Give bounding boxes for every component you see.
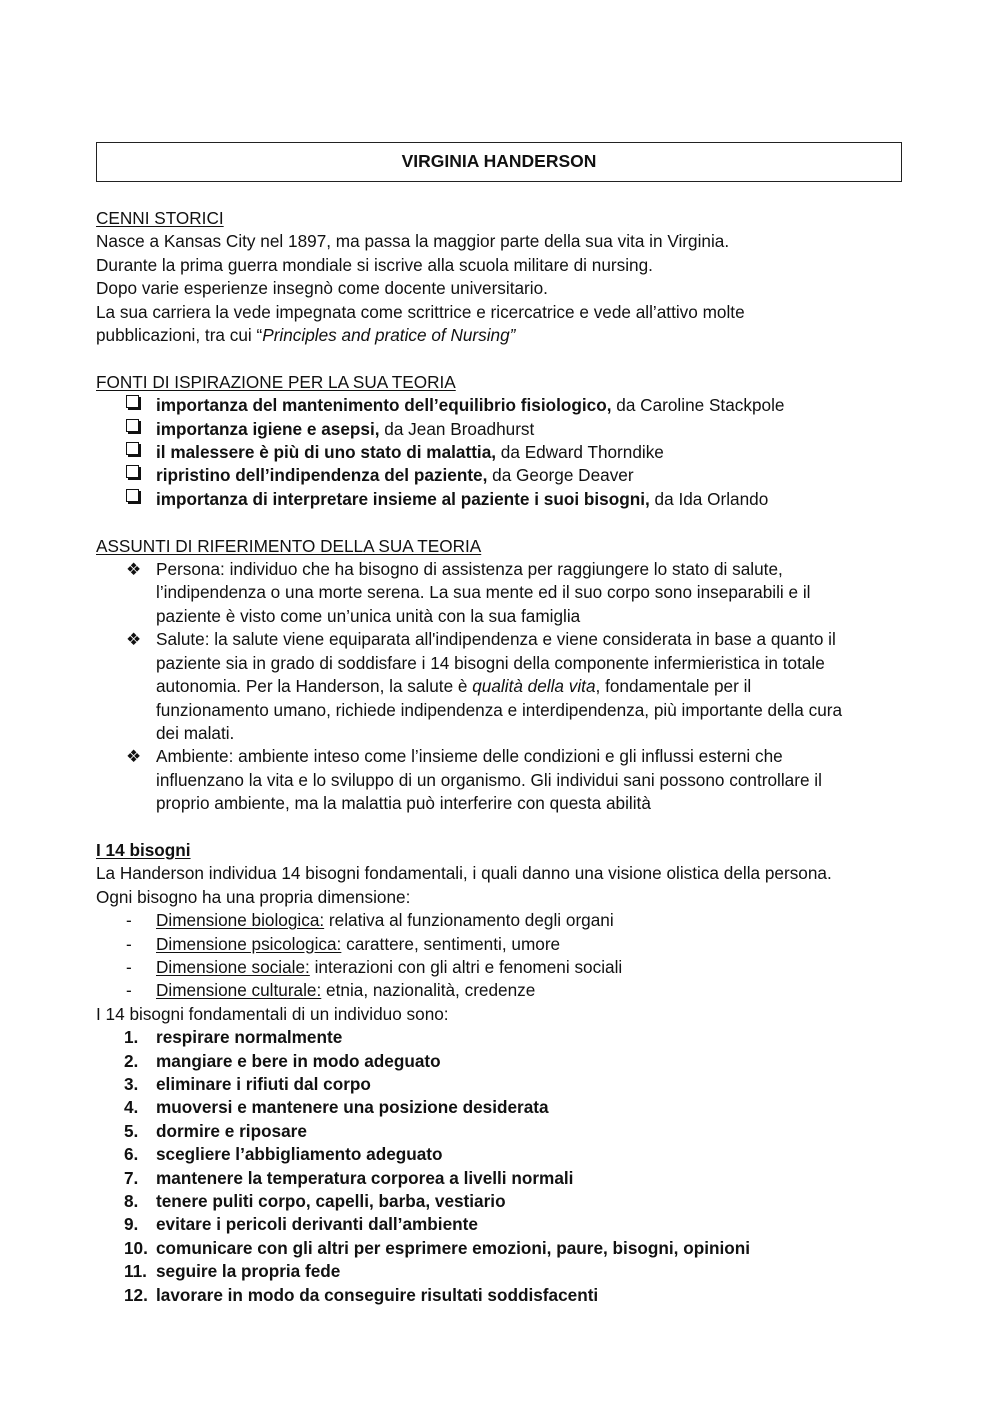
dimension-text: etnia, nazionalità, credenze: [321, 980, 536, 1001]
checkbox-bullet-icon: [126, 419, 139, 432]
list-item: [96, 394, 926, 417]
item-line: l’indipendenza o una morte serena. La sua mente ed il suo corpo sono inseparabili e il: [156, 582, 811, 603]
need-number: 3.: [124, 1073, 139, 1094]
need-number: 5.: [124, 1120, 139, 1141]
need-item: [96, 1073, 926, 1096]
item-line: funzionamento umano, richiede indipendenza e interdipendenza, più importante della cura: [156, 699, 843, 720]
item-line: Ambiente: ambiente inteso come l’insieme delle condizioni e gli influssi esterni che: [156, 746, 783, 767]
dimension-label: Dimensione psicologica:: [156, 933, 342, 954]
item-line: Persona: individuo che ha bisogno di assistenza per raggiungere lo stato di salute,: [156, 559, 783, 580]
item-line: dei malati.: [156, 722, 235, 743]
dash-bullet: -: [126, 933, 132, 954]
item-bold: importanza di interpretare insieme al paziente i suoi bisogni,: [156, 488, 650, 509]
section-heading-bisogni: I 14 bisogni: [96, 839, 191, 860]
need-number: 1.: [124, 1027, 139, 1048]
item-bold: importanza del mantenimento dell’equilibrio fisiologico,: [156, 395, 612, 416]
need-text: seguire la propria fede: [156, 1261, 341, 1282]
need-number: 10.: [124, 1237, 148, 1258]
need-number: 7.: [124, 1167, 139, 1188]
item-text: da Caroline Stackpole: [611, 395, 785, 416]
checkbox-bullet-icon: [126, 489, 139, 502]
need-item: [96, 1120, 926, 1143]
need-text: mantenere la temperatura corporea a livelli normali: [156, 1167, 574, 1188]
need-text: respirare normalmente: [156, 1027, 343, 1048]
item-bold: il malessere è più di uno stato di malattia,: [156, 442, 497, 463]
checkbox-bullet-icon: [126, 465, 139, 478]
list-item: [96, 488, 926, 511]
list-item: [96, 418, 926, 441]
dimension-item: [96, 909, 926, 932]
item-bold: ripristino dell’indipendenza del paziente,: [156, 465, 488, 486]
item-line: influenzano la vita e lo sviluppo di un organismo. Gli individui sani possono controllare il: [156, 769, 822, 790]
need-number: 12.: [124, 1284, 148, 1305]
item-text: da George Deaver: [487, 465, 634, 486]
dimension-label: Dimensione sociale:: [156, 956, 310, 977]
need-item: [96, 1213, 926, 1236]
dimension-item: [96, 979, 926, 1002]
need-item: [96, 1026, 926, 1049]
diamond-bullet-icon: ❖: [126, 629, 142, 650]
paragraph-line: Durante la prima guerra mondiale si iscrive alla scuola militare di nursing.: [96, 254, 653, 275]
italic-term: qualità della vita: [472, 676, 596, 697]
need-number: 9.: [124, 1214, 139, 1235]
need-number: 6.: [124, 1144, 139, 1165]
book-title: Principles and pratice of Nursing”: [262, 325, 516, 346]
need-number: 11.: [124, 1261, 147, 1282]
checkbox-bullet-icon: [126, 442, 139, 455]
need-number: 8.: [124, 1191, 139, 1212]
dimension-label: Dimensione biologica:: [156, 910, 325, 931]
list-item-ambiente: [96, 745, 926, 815]
checkbox-bullet-icon: [126, 395, 139, 408]
need-text: scegliere l’abbigliamento adeguato: [156, 1144, 443, 1165]
item-bold: importanza igiene e asepsi,: [156, 418, 380, 439]
item-line: Salute: la salute viene equiparata all'indipendenza e viene considerata in base a quanto il: [156, 629, 836, 650]
item-line: [156, 675, 926, 698]
need-item: [96, 1050, 926, 1073]
diamond-bullet-icon: ❖: [126, 746, 142, 767]
dimension-label: Dimensione culturale:: [156, 980, 322, 1001]
need-item: [96, 1237, 926, 1260]
list-item-persona: [96, 558, 926, 628]
dimension-text: relativa al funzionamento degli organi: [324, 910, 614, 931]
paragraph-line: Dopo varie esperienze insegnò come docente universitario.: [96, 278, 548, 299]
need-item: [96, 1190, 926, 1213]
section-heading-assunti: ASSUNTI DI RIFERIMENTO DELLA SUA TEORIA: [96, 535, 482, 556]
need-item: [96, 1167, 926, 1190]
paragraph-line: Ogni bisogno ha una propria dimensione:: [96, 886, 411, 907]
section-heading-fonti: FONTI DI ISPIRAZIONE PER LA SUA TEORIA: [96, 371, 456, 392]
list-item-salute: [96, 628, 926, 745]
need-number: 4.: [124, 1097, 139, 1118]
document-body: [96, 207, 926, 1307]
text-run: , fondamentale per il: [595, 676, 752, 697]
need-text: dormire e riposare: [156, 1120, 307, 1141]
paragraph-line: [96, 324, 926, 347]
need-item: [96, 1143, 926, 1166]
dimension-text: interazioni con gli altri e fenomeni sociali: [309, 956, 623, 977]
item-line: paziente è visto come un’unica unità con la sua famiglia: [156, 605, 581, 626]
item-text: da Ida Orlando: [649, 488, 769, 509]
dash-bullet: -: [126, 980, 132, 1001]
need-text: muoversi e mantenere una posizione desiderata: [156, 1097, 549, 1118]
list-item: [96, 441, 926, 464]
need-item: [96, 1284, 926, 1307]
need-number: 2.: [124, 1050, 139, 1071]
section-heading-cenni: CENNI STORICI: [96, 208, 224, 228]
paragraph-line: I 14 bisogni fondamentali di un individuo sono:: [96, 1003, 449, 1024]
dimension-item: [96, 956, 926, 979]
paragraph-line: La Handerson individua 14 bisogni fondamentali, i quali danno una visione olistica della persona.: [96, 863, 832, 884]
need-text: eliminare i rifiuti dal corpo: [156, 1073, 371, 1094]
document-title: VIRGINIA HANDERSON: [96, 142, 902, 182]
list-item: [96, 464, 926, 487]
item-line: proprio ambiente, ma la malattia può interferire con questa abilità: [156, 793, 651, 814]
need-item: [96, 1260, 926, 1283]
dash-bullet: -: [126, 910, 132, 931]
paragraph-line: La sua carriera la vede impegnata come scrittrice e ricercatrice e vede all’attivo molte: [96, 301, 745, 322]
item-text: da Edward Thorndike: [496, 442, 664, 463]
diamond-bullet-icon: ❖: [126, 559, 142, 580]
dash-bullet: -: [126, 956, 132, 977]
dimension-text: carattere, sentimenti, umore: [341, 933, 561, 954]
need-text: comunicare con gli altri per esprimere emozioni, paure, bisogni, opinioni: [156, 1237, 751, 1258]
paragraph-line: Nasce a Kansas City nel 1897, ma passa la maggior parte della sua vita in Virginia.: [96, 231, 730, 252]
item-text: da Jean Broadhurst: [379, 418, 535, 439]
need-text: lavorare in modo da conseguire risultati soddisfacenti: [156, 1284, 599, 1305]
text-run: autonomia. Per la Handerson, la salute è: [156, 676, 473, 697]
dimension-item: [96, 933, 926, 956]
need-item: [96, 1096, 926, 1119]
item-line: paziente sia in grado di soddisfare i 14 bisogni della componente infermieristica in totale: [156, 652, 825, 673]
need-text: tenere puliti corpo, capelli, barba, vestiario: [156, 1191, 506, 1212]
text-run: pubblicazioni, tra cui “: [96, 325, 263, 346]
need-text: evitare i pericoli derivanti dall’ambiente: [156, 1214, 478, 1235]
need-text: mangiare e bere in modo adeguato: [156, 1050, 441, 1071]
